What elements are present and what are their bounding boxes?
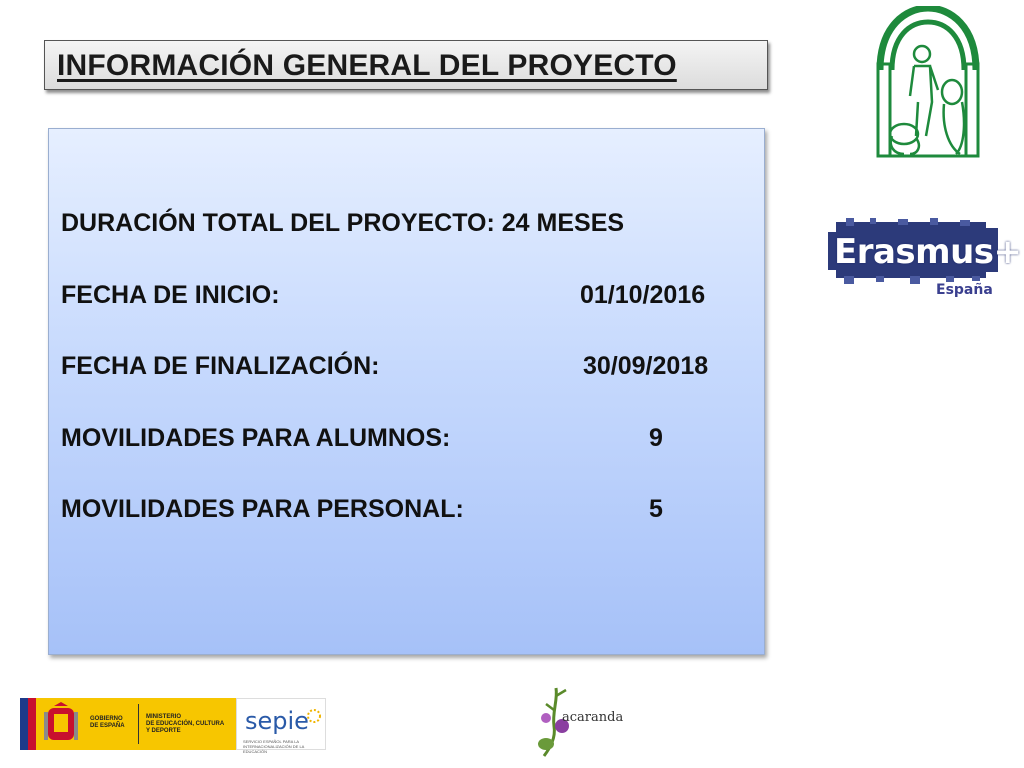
junta-emblem-icon [876, 6, 980, 158]
junta-andalucia-logo [876, 6, 980, 158]
staff-mobilities-value: 5 [649, 495, 663, 523]
coat-of-arms-icon [44, 702, 78, 746]
duration-row [61, 209, 624, 238]
eu-stars-icon [307, 709, 321, 723]
erasmus-wordmark: Erasmus+ [834, 232, 1022, 272]
end-date-row [61, 352, 709, 381]
title-box [44, 40, 768, 90]
sepie-logo [236, 698, 326, 754]
gobierno-text: GOBIERNO DE ESPAÑA [90, 716, 125, 729]
start-date-row [61, 281, 706, 310]
student-mobilities-row [61, 424, 663, 453]
end-date-value: 30/09/2018 [583, 352, 709, 380]
ministerio-text: MINISTERIO DE EDUCACIÓN, CULTURA Y DEPORTE [146, 714, 225, 734]
start-date-label: FECHA DE INICIO: [61, 281, 280, 309]
erasmus-logo [826, 218, 1022, 304]
student-mobilities-label: MOVILIDADES PARA ALUMNOS: [61, 424, 451, 452]
erasmus-country: España [936, 282, 993, 298]
project-info-box [48, 128, 765, 655]
start-date-value: 01/10/2016 [580, 281, 706, 309]
jacaranda-logo [532, 686, 642, 758]
sepie-wordmark: sepie [245, 707, 309, 735]
end-date-label: FECHA DE FINALIZACIÓN: [61, 352, 380, 380]
student-mobilities-value: 9 [649, 424, 663, 452]
eu-stripe [20, 698, 28, 750]
staff-mobilities-label: MOVILIDADES PARA PERSONAL: [61, 495, 464, 523]
gobierno-espana-logo [20, 698, 236, 750]
flag-red-stripe [28, 698, 36, 750]
sepie-subtitle: SERVICIO ESPAÑOL PARA LA INTERNACIONALIZACIÓN DE LA EDUCACIÓN [243, 739, 305, 754]
slide-title: INFORMACIÓN GENERAL DEL PROYECTO [57, 49, 677, 82]
staff-mobilities-row [61, 495, 663, 524]
duration-label: DURACIÓN TOTAL DEL PROYECTO: 24 MESES [61, 209, 625, 237]
logo-divider [138, 704, 139, 744]
jacaranda-wordmark: acaranda [562, 710, 624, 725]
